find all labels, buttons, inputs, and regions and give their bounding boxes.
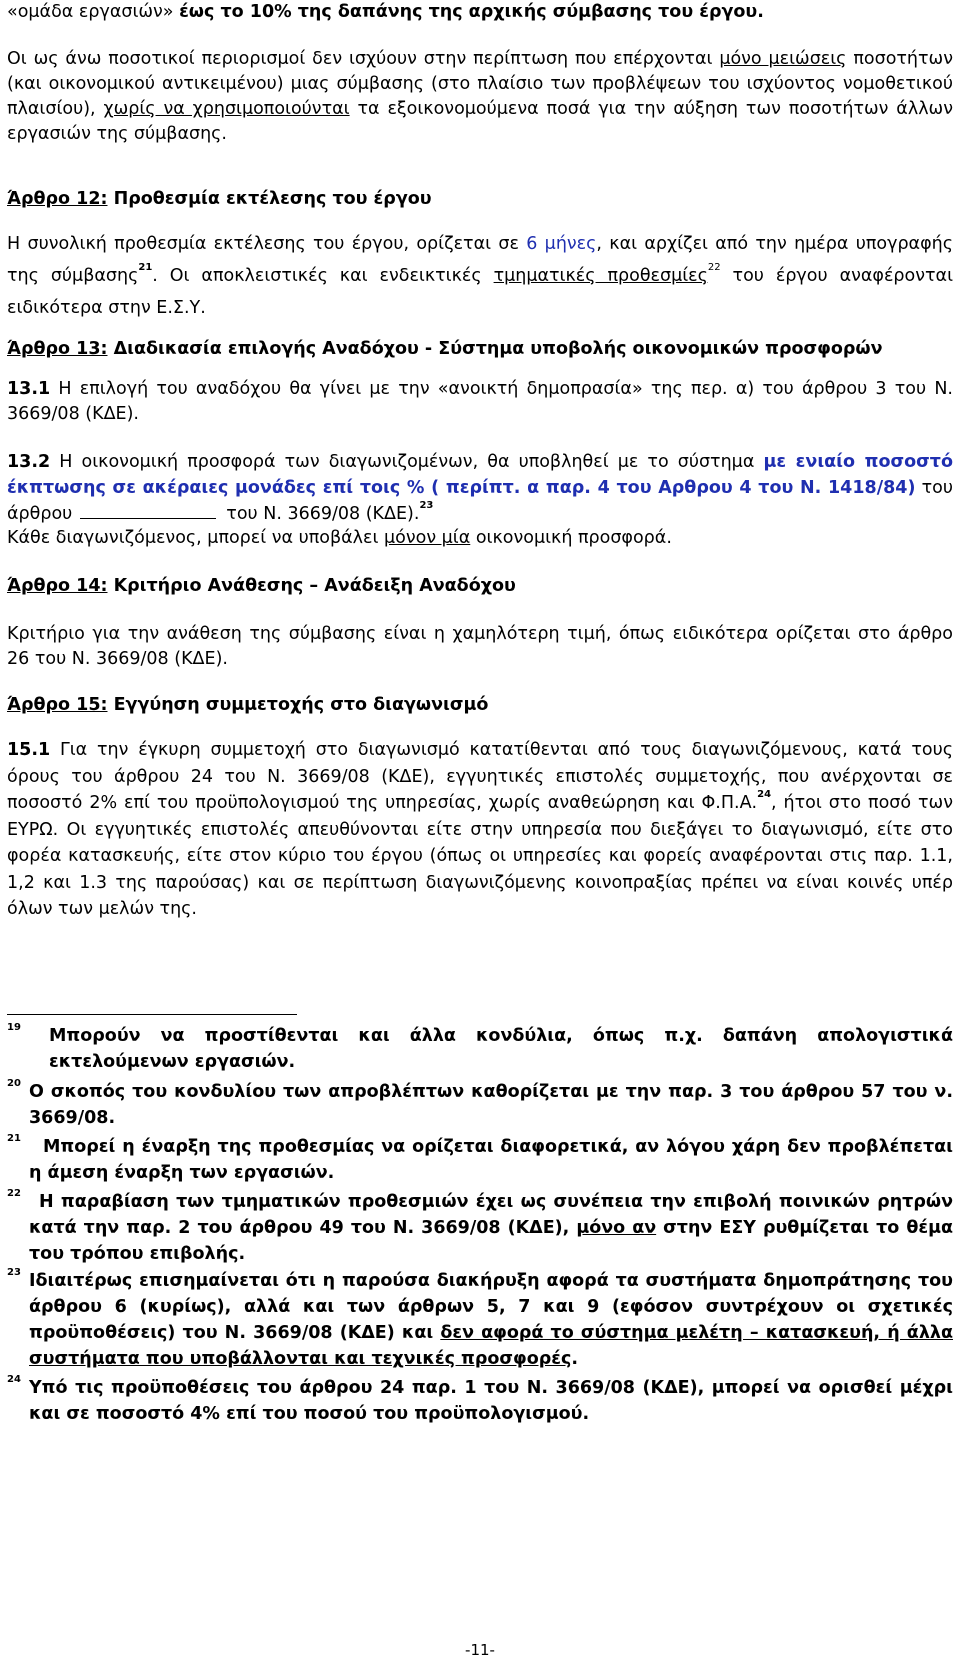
article-14-heading: Άρθρο 14: Κριτήριο Ανάθεσης – Ανάδειξη Αναδόχου (7, 576, 516, 596)
article-13-2: 13.2 Η οικονομική προσφορά των διαγωνιζομένων, θα υποβληθεί με το σύστημα με ενιαίο ποσοστό έκπτωσης σε ακέραιες μονάδες επί τοις % ( περίπτ. α παρ. 4 του Αρθρου 4 του Ν. 1418/84) του άρθρου του Ν. 3669/08 (ΚΔΕ).$^{23}$ (7, 452, 953, 524)
footnote-20: 20 Ο σκοπός του κονδυλίου των απροβλέπτων καθορίζεται με την παρ. 3 του άρθρου 57 του ν. 3669/08. (7, 1078, 953, 1128)
blank-article-field (80, 502, 216, 519)
top-line: «ομάδα εργασιών» έως το 10% της δαπάνης της αρχικής σύμβασης του έργου. (7, 2, 764, 22)
article-14-text: Κριτήριο για την ανάθεση της σύμβασης είναι η χαμηλότερη τιμή, όπως ειδικότερα ορίζεται στο άρθρο 26 του Ν. 3669/08 (ΚΔΕ). (7, 624, 953, 669)
footnote-22: 22 Η παραβίαση των τμηματικών προθεσμιών έχει ως συνέπεια την επιβολή ποινικών ρητρών κατά την παρ. 2 του άρθρου 49 του Ν. 3669/08 (ΚΔΕ), μόνο αν στην ΕΣΥ ρυθμίζεται το θέμα του τρόπου επιβολής. (7, 1188, 953, 1264)
article-13-1: 13.1 Η επιλογή του αναδόχου θα γίνει με την «ανοικτή δημοπρασία» της περ. α) του άρθρου 3 του Ν. 3669/08 (ΚΔΕ). (7, 379, 953, 424)
article-13-heading: Άρθρο 13: Διαδικασία επιλογής Αναδόχου - Σύστημα υποβολής οικονομικών προσφορών (7, 339, 883, 359)
footnote-23: 23 Ιδιαιτέρως επισημαίνεται ότι η παρούσα διακήρυξη αφορά τα συστήματα δημοπράτησης του άρθρου 6 (κυρίως), αλλά και των άρθρων 5, 7 και 9 (εφόσον συντρέχουν οι σχετικές προϋποθέσεις) του Ν. 3669/08 (ΚΔΕ) και δεν αφορά το σύστημα μελέτη – κατασκευή, ή άλλα συστήματα που υποβάλλονται και τεχνικές προσφορές. (7, 1267, 953, 1369)
article-15-1: 15.1 Για την έγκυρη συμμετοχή στο διαγωνισμό κατατίθενται από τους διαγωνιζόμενους, κατά τους όρους του άρθρου 24 του Ν. 3669/08 (ΚΔΕ), εγγυητικές επιστολές συμμετοχής, που ανέρχονται σε ποσοστό 2% επί του προϋπολογισμού της υπηρεσίας, χωρίς αναθεώρηση και Φ.Π.Α.$^{24}$, ήτοι στο ποσό των ΕΥΡΩ. Οι εγγυητικές επιστολές απευθύνονται είτε στην υπηρεσία που διεξάγει το διαγωνισμό, είτε στο φορέα κατασκευής, είτε στον κύριο του έργου (όπως οι υπηρεσίες και φορείς αναφέρονται στις παρ. 1.1, 1,2 και 1.3 της παρούσας) και σε περίπτωση διαγωνιζόμενης κοινοπραξίας πρέπει να είναι κοινές υπέρ όλων των μελών της. (7, 740, 953, 919)
article-12-text: Η συνολική προθεσμία εκτέλεσης του έργου, ορίζεται σε 6 μήνες, και αρχίζει από την ημέρα υπογραφής της σύμβασης$^{21}$. Οι αποκλειστικές και ενδεικτικές τμηματικές προθεσμίες$^{22}$ του έργου αναφέρονται ειδικότερα στην Ε.Σ.Υ. (7, 234, 954, 318)
footnote-24: 24 Υπό τις προϋποθέσεις του άρθρου 24 παρ. 1 του Ν. 3669/08 (ΚΔΕ), μπορεί να ορισθεί μέχρι και σε ποσοστό 4% επί του ποσού του προϋπολογισμού. (7, 1374, 953, 1424)
page-number: -11- (465, 1641, 495, 1659)
footnote-19: 19 Μπορούν να προστίθενται και άλλα κονδύλια, όπως π.χ. δαπάνη απολογιστικά εκτελούμενων εργασιών. (7, 1022, 953, 1072)
footnote-ref-21[interactable]: 21 (138, 262, 153, 273)
footnote-separator (7, 1014, 297, 1015)
footnote-ref-23[interactable]: 23 (419, 500, 434, 511)
article-12-heading: Άρθρο 12: Προθεσμία εκτέλεσης του έργου (7, 189, 432, 209)
footnote-ref-22[interactable]: 22 (707, 262, 721, 273)
footnote-21: 21 Μπορεί η έναρξη της προθεσμίας να ορίζεται διαφορετικά, αν λόγου χάρη δεν προβλέπεται η άμεση έναρξη των εργασιών. (7, 1133, 953, 1183)
article-13-offer: Κάθε διαγωνιζόμενος, μπορεί να υποβάλει μόνον μία οικονομική προσφορά. (7, 528, 672, 548)
limits-paragraph: Οι ως άνω ποσοτικοί περιορισμοί δεν ισχύουν στην περίπτωση που επέρχονται μόνο μειώσεις ποσοτήτων (και οικονομικού αντικειμένου) μιας σύμβασης (στο πλαίσιο των προβλέψεων του ισχύοντος νομοθετικού πλαισίου), χωρίς να χρησιμοποιούνται τα εξοικονομούμενα ποσά για την αύξηση των ποσοτήτων άλλων εργασιών της σύμβασης. (7, 49, 953, 144)
footnote-ref-24[interactable]: 24 (757, 789, 772, 800)
article-15-heading: Άρθρο 15: Εγγύηση συμμετοχής στο διαγωνισμό (7, 695, 489, 715)
